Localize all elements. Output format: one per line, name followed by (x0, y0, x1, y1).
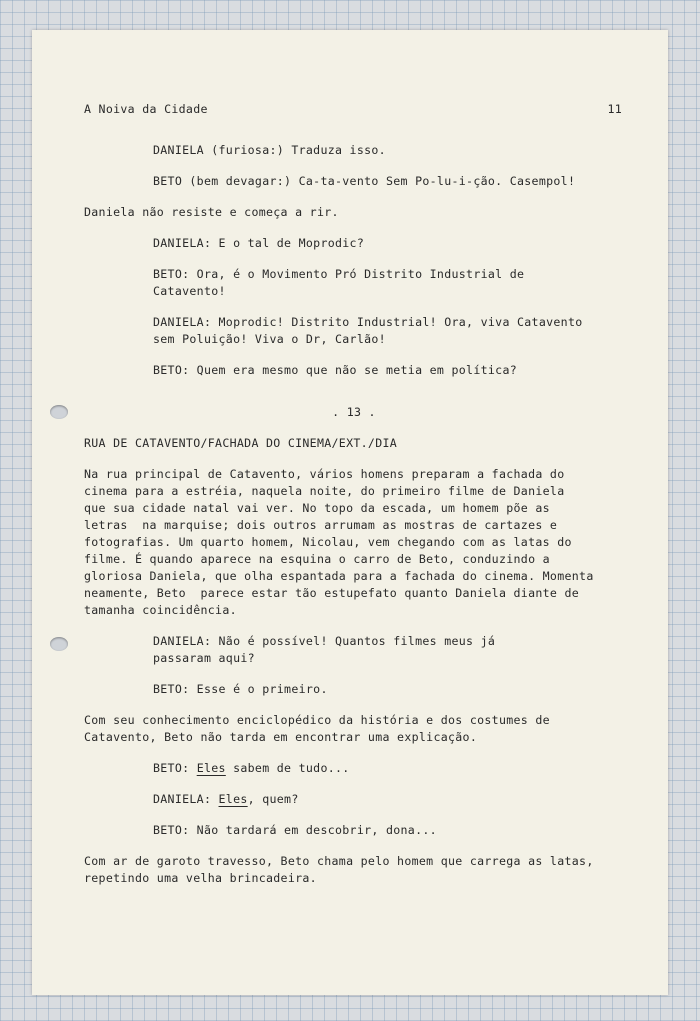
action-line: letras na marquise; dois outros arrumam as mostras de cartazes e (84, 518, 558, 532)
action-line: tamanha coincidência. (84, 603, 237, 617)
dialogue-line: passaram aqui? (153, 651, 255, 665)
action-paragraph (84, 853, 624, 887)
action-line: neamente, Beto parece estar tão estupefato quanto Daniela diante de (84, 586, 580, 600)
page-number: 11 (607, 102, 622, 116)
action-line: gloriosa Daniela, que olha espantada para a fachada do cinema. Momenta (84, 569, 594, 583)
dialogue-line: BETO: Quem era mesmo que não se metia em política? (153, 363, 518, 377)
dialogue-line: sem Poluição! Viva o Dr, Carlão! (153, 332, 386, 346)
page-header (84, 101, 624, 118)
scene-number: . 13 . (332, 405, 376, 419)
action-line: Daniela não resiste e começa a rir. (84, 205, 339, 219)
dialogue-line: DANIELA: Moprodic! Distrito Industrial! Ora, viva Catavento (153, 315, 583, 329)
dialogue-line: Catavento! (153, 284, 226, 298)
speaker-name: DANIELA: (153, 792, 212, 806)
action-line: Com seu conhecimento enciclopédico da história e dos costumes de (84, 713, 550, 727)
action-line: filme. É quando aparece na esquina o carro de Beto, conduzindo a (84, 552, 550, 566)
action-line: que sua cidade natal vai ver. No topo da escada, um homem põe as (84, 501, 550, 515)
action-line: Na rua principal de Catavento, vários homens preparam a fachada do (84, 467, 565, 481)
dialogue-line: BETO (bem devagar:) Ca-ta-vento Sem Po-lu-i-ção. Casempol! (153, 174, 576, 188)
dialogue-line: BETO: Não tardará em descobrir, dona... (153, 823, 437, 837)
dialogue-line (153, 791, 624, 808)
action-paragraph (84, 712, 624, 746)
dialogue-line: DANIELA: Não é possível! Quantos filmes meus já (153, 634, 496, 648)
punch-hole-bottom (50, 637, 68, 651)
action-line: repetindo uma velha brincadeira. (84, 871, 317, 885)
dialogue-line: DANIELA: E o tal de Moprodic? (153, 236, 365, 250)
emphasized-word: Eles (218, 792, 248, 806)
dialogue-line: BETO: Ora, é o Movimento Pró Distrito Industrial de (153, 267, 525, 281)
speaker-name: BETO: (153, 761, 190, 775)
document-title: A Noiva da Cidade (84, 102, 208, 116)
action-paragraph (84, 466, 624, 619)
dialogue-text: , quem? (247, 792, 299, 806)
emphasized-word: Eles (196, 761, 226, 775)
action-line: Com ar de garoto travesso, Beto chama pelo homem que carrega as latas, (84, 854, 594, 868)
action-line: fotografias. Um quarto homem, Nicolau, vem chegando com as latas do (84, 535, 572, 549)
punch-hole-top (50, 405, 68, 419)
action-line: Catavento, Beto não tarda em encontrar uma explicação. (84, 730, 478, 744)
script-page (84, 101, 624, 887)
dialogue-line (153, 760, 624, 777)
dialogue-text: sabem de tudo... (233, 761, 350, 775)
scene-heading: RUA DE CATAVENTO/FACHADA DO CINEMA/EXT./DIA (84, 436, 398, 450)
dialogue-line: BETO: Esse é o primeiro. (153, 682, 328, 696)
action-line: cinema para a estréia, naquela noite, do primeiro filme de Daniela (84, 484, 565, 498)
dialogue-line: DANIELA (furiosa:) Traduza isso. (153, 143, 386, 157)
